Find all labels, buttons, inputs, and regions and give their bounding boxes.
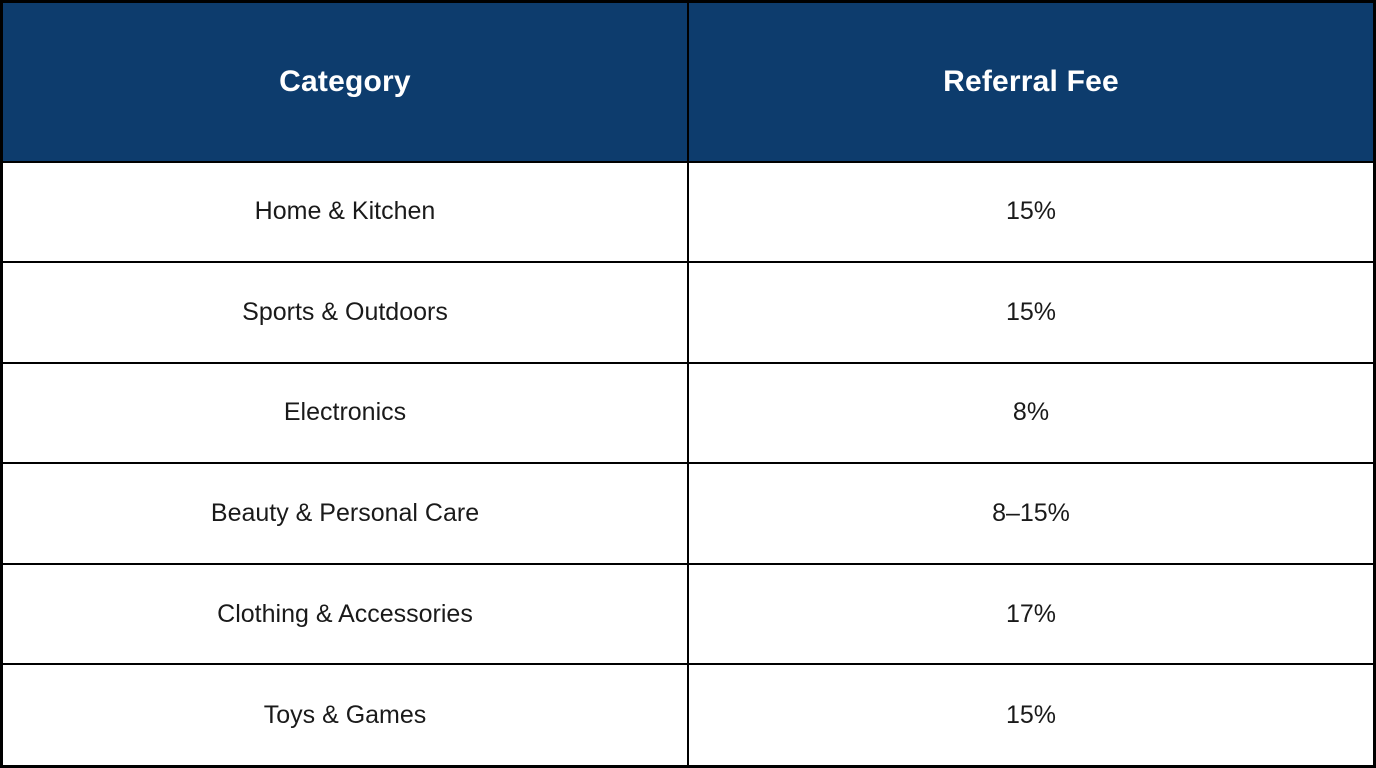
- fee-cell: 15%: [688, 262, 1375, 363]
- fee-cell: 15%: [688, 162, 1375, 263]
- table-row: [2, 463, 1375, 564]
- table-header-row: [2, 2, 1375, 162]
- fee-cell: 15%: [688, 664, 1375, 766]
- category-cell: Toys & Games: [2, 664, 689, 766]
- fee-cell: 17%: [688, 564, 1375, 665]
- category-cell: Sports & Outdoors: [2, 262, 689, 363]
- category-cell: Home & Kitchen: [2, 162, 689, 263]
- column-header-category: Category: [2, 2, 689, 162]
- table-row: [2, 564, 1375, 665]
- fee-cell: 8–15%: [688, 463, 1375, 564]
- column-header-referral-fee: Referral Fee: [688, 2, 1375, 162]
- table-row: [2, 664, 1375, 766]
- category-cell: Clothing & Accessories: [2, 564, 689, 665]
- table-row: [2, 363, 1375, 464]
- table-row: [2, 162, 1375, 263]
- category-cell: Electronics: [2, 363, 689, 464]
- fee-cell: 8%: [688, 363, 1375, 464]
- category-cell: Beauty & Personal Care: [2, 463, 689, 564]
- table-row: [2, 262, 1375, 363]
